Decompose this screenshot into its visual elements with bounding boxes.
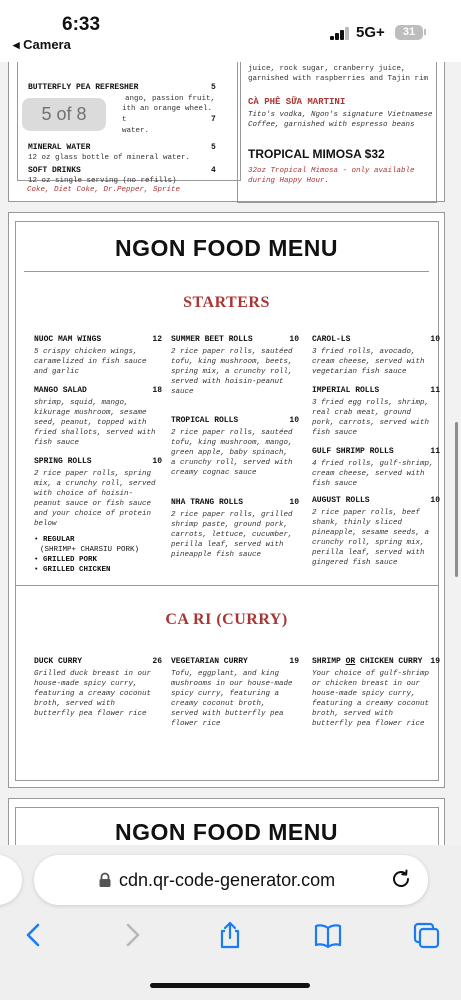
drink-name: BUTTERFLY PEA REFRESHER [28, 83, 139, 92]
address-bar[interactable] [34, 855, 428, 905]
divider [15, 585, 438, 586]
item-desc: 2 rice paper rolls, spring mix, a crunchy roll, served with choice of hoisin-peanut sauce or fish sauce and your choice of protein below [34, 470, 156, 528]
item-desc: Your choice of gulf-shrimp or chicken breast in our house-made spicy curry, featuring a creamy coconut broth, served with butterfly pea flower rice [312, 670, 430, 728]
menu-item [34, 386, 162, 448]
page-indicator: 5 of 8 [22, 98, 106, 131]
drink-price: 5 [211, 143, 216, 152]
drink-price: 7 [211, 115, 216, 124]
home-indicator[interactable] [150, 983, 310, 988]
page-title: NGON FOOD MENU [115, 819, 338, 845]
item-desc: 2 rice paper rolls, sautéed tofu, king mushroom, mango, green apple, baby spinach, a crunchy roll, served with creamy cognac sauce [171, 429, 293, 477]
item-name-or: OR [345, 657, 356, 666]
item-desc: 3 fried egg rolls, shrimp, real crab meat, ground pork, carrots, served with fish sauce [312, 399, 430, 437]
item-desc: Tofu, eggplant, and king mushrooms in our house-made spicy curry, featuring a creamy coconut broth, served with butterfly pea flower rice [171, 670, 293, 728]
menu-item [34, 335, 162, 377]
drinks-page [8, 62, 445, 202]
menu-item [312, 335, 440, 377]
item-price: 10 [430, 496, 440, 505]
item-name: SPRING ROLLS [34, 457, 92, 466]
drink-desc: 12 oz single serving (no refills) [28, 177, 177, 185]
page-title: NGON FOOD MENU [115, 235, 338, 261]
menu-item [312, 386, 440, 438]
item-price: 19 [430, 657, 440, 666]
option-label: GRILLED PORK [43, 556, 98, 564]
reload-icon[interactable] [390, 868, 412, 890]
drink-name: MINERAL WATER [28, 143, 91, 152]
food-menu-page-next [8, 798, 445, 852]
item-price: 26 [152, 657, 162, 666]
battery-icon: 31 [395, 25, 423, 40]
item-desc: 2 rice paper rolls, beef shank, thinly sliced pineapple, sesame seeds, a crunchy roll, spring mix, perilla leaf, served with gingered fish sauce [312, 509, 430, 567]
item-desc: 2 rice paper rolls, grilled shrimp paste, ground pork, carrots, lettuce, cucumber, perilla leaf, served with pineapple fish sauce [171, 511, 293, 559]
document-viewer[interactable] [0, 62, 461, 852]
item-desc: 2 rice paper rolls, sautéed tofu, king mushroom, beets, spring mix, a crunchy roll, served with hoisin-peanut sauce [171, 348, 293, 396]
back-to-camera-link[interactable]: ◂ Camera [13, 37, 71, 52]
url-text: cdn.qr-code-generator.com [119, 870, 336, 890]
drink-desc: ith an orange wheel. [122, 105, 213, 113]
item-name: CAROL-LS [312, 335, 351, 344]
menu-item [34, 457, 162, 575]
item-desc: 4 fried rolls, gulf-shrimp, cream cheese, served with fish sauce [312, 460, 434, 488]
item-price: 12 [152, 335, 162, 344]
drink-name: CÀ PHÊ SỮA MARTINI [248, 97, 346, 107]
item-name: MANGO SALAD [34, 386, 87, 395]
clock: 6:33 [62, 14, 101, 35]
item-price: 11 [430, 386, 440, 395]
browser-toolbar [0, 845, 461, 1000]
drink-desc: garnished with raspberries and Tajin rim [248, 75, 429, 83]
item-name: GULF SHRIMP ROLLS [312, 447, 394, 456]
item-price: 10 [289, 498, 299, 507]
item-price: 10 [152, 457, 162, 466]
previous-tab-pill[interactable] [0, 855, 22, 905]
item-name: SUMMER BEET ROLLS [171, 335, 253, 344]
menu-item [312, 447, 440, 489]
option-label: REGULAR [43, 536, 75, 544]
back-icon[interactable] [20, 921, 48, 949]
item-name: VEGETARIAN CURRY [171, 657, 248, 666]
item-desc: 5 crispy chicken wings, caramelized in fish sauce and garlic [34, 348, 147, 376]
drink-desc: 32oz Tropical Mimosa - only available [248, 167, 415, 175]
drinks-right-box [237, 62, 437, 203]
menu-item [34, 657, 162, 719]
lock-icon [98, 872, 112, 888]
item-desc: Grilled duck breast in our house-made spicy curry, featuring a creamy coconut broth, served with butterfly pea flower rice [34, 670, 152, 718]
drink-price: 4 [211, 166, 216, 175]
menu-item [171, 657, 299, 729]
drink-desc: water. [122, 127, 150, 135]
menu-item [312, 496, 440, 568]
scrollbar-thumb[interactable] [455, 422, 458, 577]
item-name: DUCK CURRY [34, 657, 83, 666]
option-sub: (SHRIMP+ CHARSIU PORK) [40, 546, 140, 554]
network-type: 5G+ [356, 24, 385, 41]
item-name: NUOC MAM WINGS [34, 335, 102, 344]
bookmarks-icon[interactable] [314, 921, 342, 949]
drink-desc: 12 oz glass bottle of mineral water. [28, 154, 191, 162]
item-name-part: SHRIMP [312, 657, 346, 666]
drink-desc: during Happy Hour. [248, 177, 330, 185]
option-label: GRILLED CHICKEN [43, 566, 111, 574]
share-icon[interactable] [216, 921, 244, 949]
item-name: IMPERIAL ROLLS [312, 386, 380, 395]
drink-desc: t [122, 116, 127, 124]
drink-desc: juice, rock sugar, cranberry juice, [248, 65, 406, 73]
section-title-starters: STARTERS [183, 294, 270, 311]
item-name: TROPICAL ROLLS [171, 416, 239, 425]
item-price: 10 [289, 416, 299, 425]
menu-item [312, 657, 440, 729]
drink-desc: Coffee, garnished with espresso beans [248, 121, 415, 129]
item-name: AUGUST ROLLS [312, 496, 370, 505]
item-desc: shrimp, squid, mango, kikurage mushroom, sesame seed, peanut, topped with fried shallots, served with fish sauce [34, 399, 156, 447]
section-title-curry: CA RI (CURRY) [165, 611, 288, 628]
tabs-icon[interactable] [412, 921, 440, 949]
drink-desc: Coke, Diet Coke, Dr.Pepper, Sprite [27, 186, 181, 194]
item-name: NHA TRANG ROLLS [171, 498, 244, 507]
item-price: 10 [430, 335, 440, 344]
item-price: 10 [289, 335, 299, 344]
forward-icon[interactable] [118, 921, 146, 949]
item-desc: 3 fried rolls, avocado, cream cheese, served with vegetarian fish sauce [312, 348, 425, 376]
menu-item [171, 416, 299, 478]
drink-desc: Tito's vodka, Ngon's signature Vietnamese [248, 111, 433, 119]
food-menu-page [8, 212, 445, 788]
item-price: 19 [289, 657, 299, 666]
drink-name: TROPICAL MIMOSA $32 [248, 147, 385, 161]
battery-tip [424, 29, 426, 35]
menu-item [171, 498, 299, 560]
status-bar [0, 0, 461, 62]
protein-options: • REGULAR (SHRIMP+ CHARSIU PORK) • GRILLED PORK • GRILLED CHICKEN [34, 535, 159, 575]
drink-price: 5 [211, 83, 216, 92]
item-price: 18 [152, 386, 162, 395]
drink-desc: ango, passion fruit, [125, 95, 216, 103]
item-name-part: CHICKEN CURRY [355, 657, 423, 666]
drink-name: SOFT DRINKS [28, 166, 81, 175]
item-name [312, 657, 437, 666]
menu-item [171, 335, 299, 397]
divider [24, 271, 429, 272]
cellular-signal-icon [330, 27, 350, 40]
item-price: 11 [430, 447, 440, 456]
